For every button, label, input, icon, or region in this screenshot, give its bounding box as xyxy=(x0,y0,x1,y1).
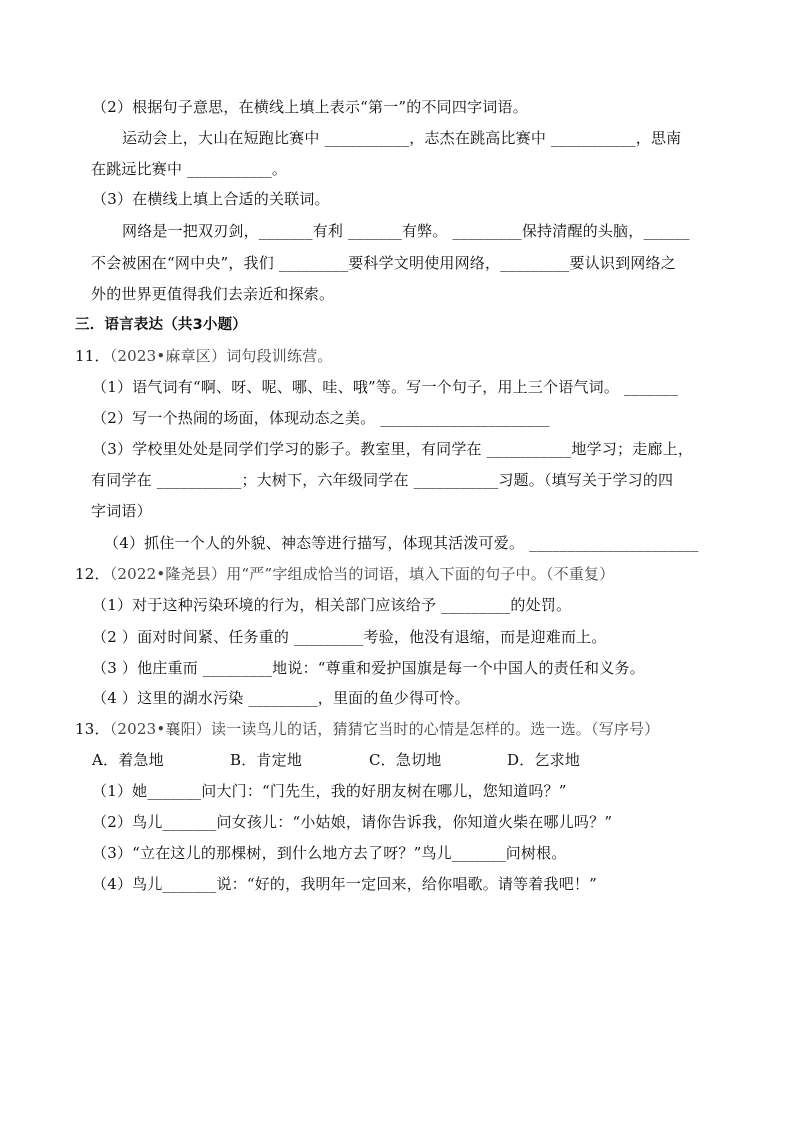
option-a: A．着急地 xyxy=(92,751,164,769)
question-source: （2023•襄阳）读一读鸟儿的话，猜猜它当时的心情是怎样的。选一选。（写序号） xyxy=(109,720,660,738)
option-c: C．急切地 xyxy=(369,751,442,769)
q11-part2: （2）写一个热闹的场面，体现动态之美。 ______________________ xyxy=(92,409,550,427)
q12-part3: （3 ）他庄重而 _________地说：“尊重和爱护国旗是每一个中国人的责任和义务。 xyxy=(92,659,645,677)
q12-part2: （2 ）面对时间紧、任务重的 _________考验，他没有退缩，而是迎难而上。 xyxy=(92,628,607,646)
question-number: 12． xyxy=(75,565,110,583)
option-d: D．乞求地 xyxy=(507,751,581,769)
question-number: 11． xyxy=(75,347,110,365)
q12-part4: （4 ）这里的湖水污染 _________，里面的鱼少得可怜。 xyxy=(92,689,470,707)
q13-part1: （1）她_______问大门：“门先生，我的好朋友树在哪儿，您知道吗？” xyxy=(92,782,567,800)
q13-part4: （4）鸟儿_______说：“好的，我明年一定回来，给你唱歌。请等着我吧！” xyxy=(92,875,597,893)
q13-part2: （2）鸟儿_______问女孩儿：“小姑娘，请你告诉我，你知道火柴在哪儿吗？” xyxy=(92,813,613,831)
q11-part3-line2: 有同学在 ___________；大树下，六年级同学在 ___________习题。（填写关于学习的四 xyxy=(91,471,674,489)
q11-part3-line1: （3）学校里处处是同学们学习的影子。教室里，有同学在 ___________地学习；走廊上， xyxy=(92,440,694,458)
q12-part1: （1）对于这种污染环境的行为，相关部门应该给予 _________的处罚。 xyxy=(92,596,572,614)
question-number: 13． xyxy=(75,720,110,738)
q10-part3-line1: 网络是一把双刃剑，_______有利 _______有弊。 _________保持清醒的头脑，______ xyxy=(122,222,690,240)
q10-part2-line2: 在跳远比赛中 ___________。 xyxy=(91,160,288,178)
q10-part3-prompt: （3）在横线上填上合适的关联词。 xyxy=(92,190,330,208)
q10-part3-line3: 外的世界更值得我们去亲近和探索。 xyxy=(91,285,335,303)
question-source: （2023•麻章区）词句段训练营。 xyxy=(109,347,333,365)
question-source: （2022•隆尧县）用“严”字组成恰当的词语，填入下面的句子中。（不重复） xyxy=(109,565,615,583)
section-heading: 三．语言表达（共3小题） xyxy=(75,317,247,333)
q10-part2-line1: 运动会上，大山在短跑比赛中 ___________，志杰在跳高比赛中 ___________，思南 xyxy=(122,129,682,147)
option-b: B．肯定地 xyxy=(230,751,303,769)
q13-part3: （3）“立在这儿的那棵树，到什么地方去了呀？”鸟儿_______问树根。 xyxy=(92,844,567,862)
q10-part2-prompt: （2）根据句子意思，在横线上填上表示“第一”的不同四字词语。 xyxy=(92,98,528,116)
q11-part3-line3: 字词语） xyxy=(91,502,152,520)
question-13-header xyxy=(75,719,660,739)
q10-part3-line2: 不会被困在“网中央”，我们 _________要科学文明使用网络，_________要认识到网络之 xyxy=(91,254,676,272)
question-12-header xyxy=(75,564,614,584)
q11-part1: （1）语气词有“啊、呀、呢、哪、哇、哦”等。写一个句子，用上三个语气词。 _______ xyxy=(92,378,678,396)
question-11-header xyxy=(75,346,333,366)
q11-part4: （4）抓住一个人的外貌、神态等进行描写，体现其活泼可爱。 ______________________ xyxy=(104,534,699,552)
